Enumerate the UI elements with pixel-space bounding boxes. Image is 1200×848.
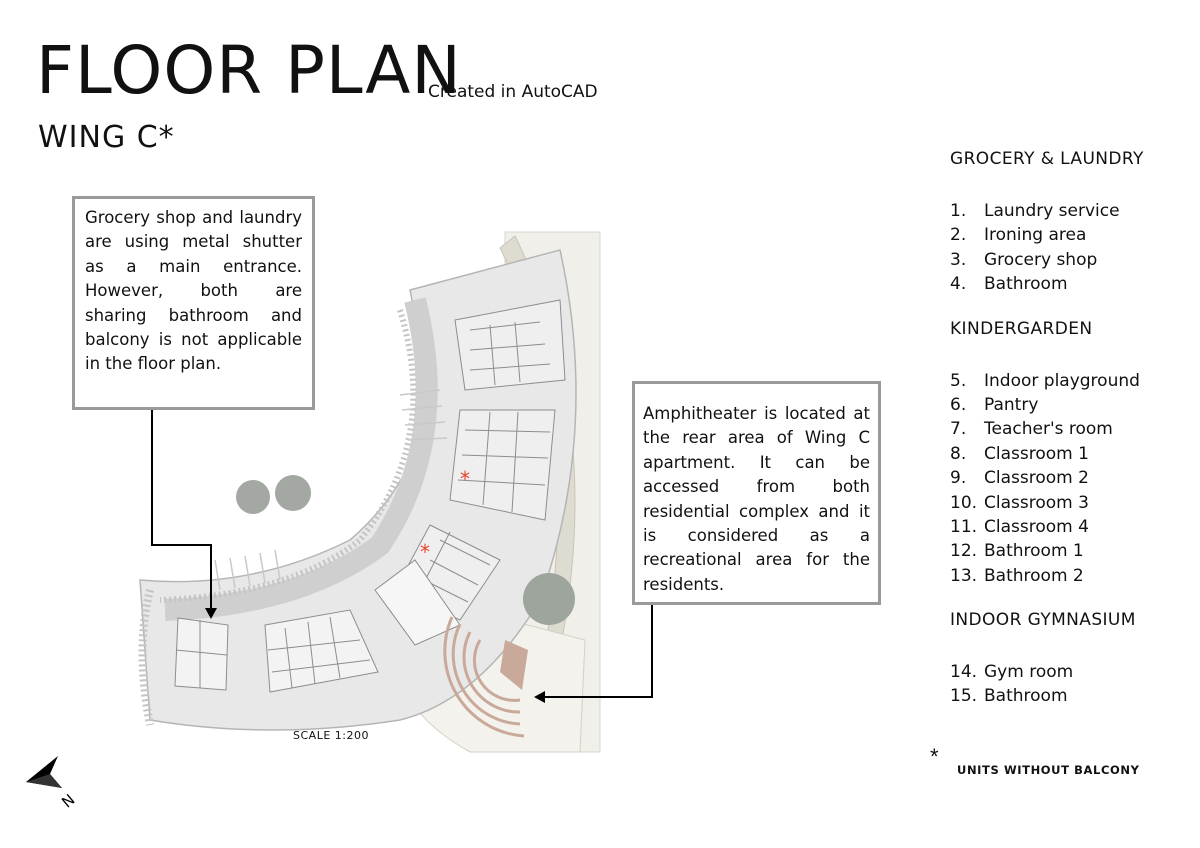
- legend-section-kindergarden: [950, 319, 1180, 589]
- legend-item: 11. Classroom 4: [950, 516, 1089, 537]
- north-label: N: [58, 790, 79, 812]
- legend-section-gymnasium: [950, 610, 1180, 709]
- page-subtitle: Created in AutoCAD: [428, 82, 598, 102]
- legend-item: 1. Laundry service: [950, 201, 1120, 221]
- tree-right: [523, 573, 575, 625]
- legend-list: [950, 369, 1180, 589]
- note-grocery-laundry: Grocery shop and laundry are using metal shutter as a main entrance. However, both are sharing bathroom and balcony is not applicable in the floor plan.: [72, 196, 315, 410]
- legend-list: [950, 199, 1180, 297]
- unit-block-middle: [450, 410, 555, 520]
- wing-label: WING C*: [38, 120, 175, 155]
- legend-item: 2. Ironing area: [950, 225, 1087, 246]
- footnote-text: UNITS WITHOUT BALCONY: [957, 763, 1140, 777]
- footnote-symbol: *: [930, 744, 939, 769]
- star-marker-2: *: [420, 540, 430, 564]
- legend-item: 4. Bathroom: [950, 274, 1068, 295]
- legend-item: 7. Teacher's room: [950, 419, 1113, 440]
- legend-list: [950, 660, 1180, 709]
- legend-item: 12. Bathroom 1: [950, 541, 1084, 562]
- legend-section-title: KINDERGARDEN: [950, 318, 1093, 339]
- legend-item: 6. Pantry: [950, 394, 1039, 415]
- legend-item: 15. Bathroom: [950, 686, 1068, 707]
- legend-item: 9. Classroom 2: [950, 468, 1089, 489]
- north-arrow-icon: [22, 752, 92, 812]
- note-amphitheater: Amphitheater is located at the rear area of Wing C apartment. It can be accessed from both residential complex and it is considered as a recreational area for the residents.: [632, 381, 881, 605]
- legend-section-title: GROCERY & LAUNDRY: [950, 149, 1144, 169]
- page-title: FLOOR PLAN: [36, 32, 462, 109]
- legend-item: 3. Grocery shop: [950, 249, 1098, 270]
- legend-item: 13. Bathroom 2: [950, 565, 1084, 586]
- legend-section-title: INDOOR GYMNASIUM: [950, 610, 1136, 631]
- scale-label: SCALE 1:200: [293, 729, 369, 742]
- star-marker-1: *: [460, 467, 470, 491]
- legend-item: 10. Classroom 3: [950, 492, 1089, 513]
- legend-item: 8. Classroom 1: [950, 443, 1089, 464]
- tree-cluster-left: [236, 475, 311, 514]
- legend-item: 14. Gym room: [950, 662, 1074, 683]
- grocery-laundry-block: [175, 618, 228, 690]
- leader-line-left: [152, 398, 211, 610]
- legend-item: 5. Indoor playground: [950, 370, 1140, 391]
- legend-section-grocery: [950, 149, 1180, 297]
- legend: [950, 149, 1180, 731]
